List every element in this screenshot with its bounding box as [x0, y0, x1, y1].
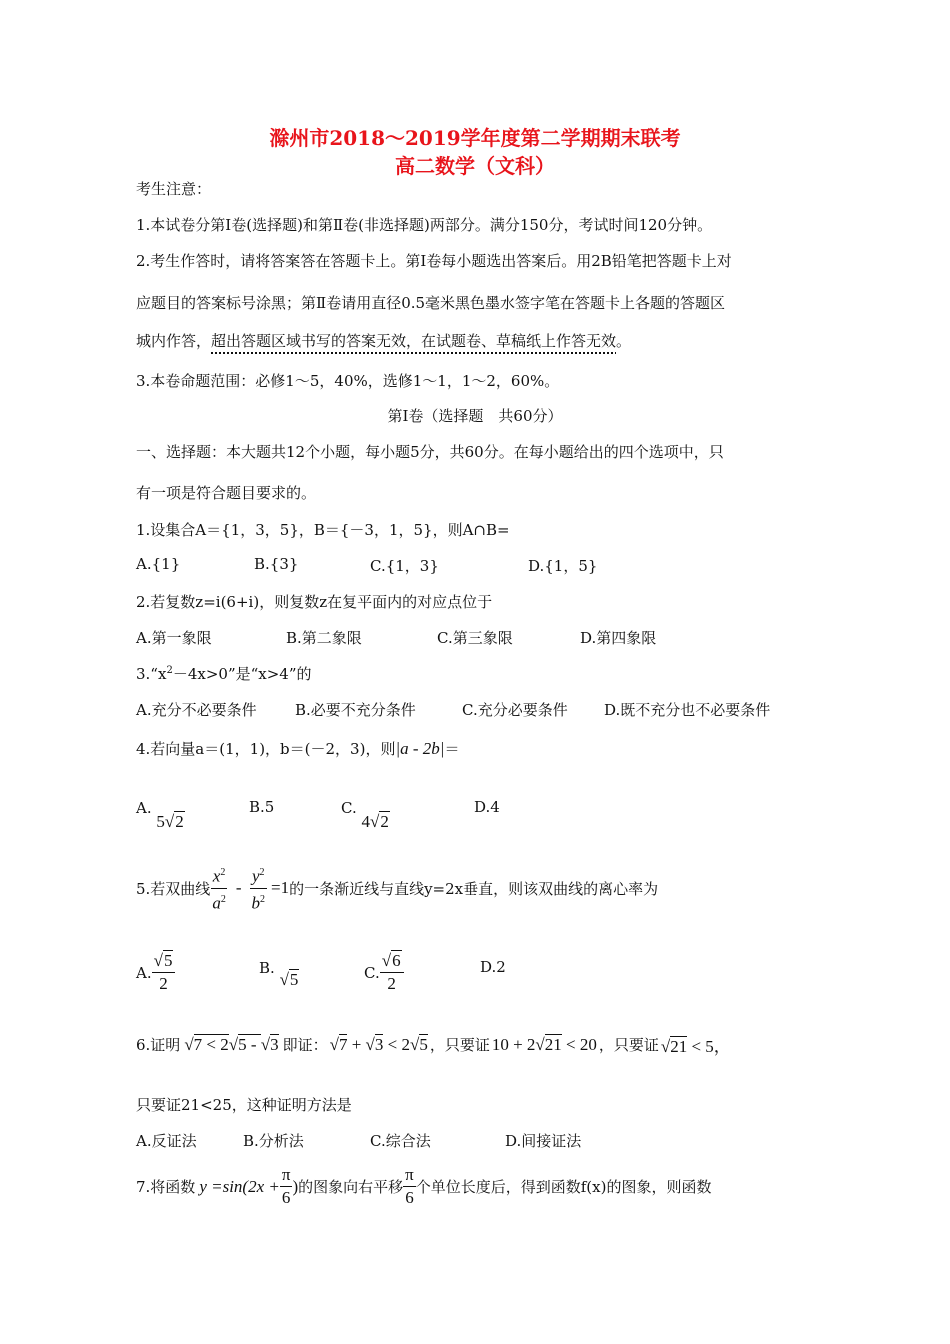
question-4-expression: |a - 2b| [395, 739, 445, 758]
question-6-stem [136, 1032, 731, 1057]
question-7-pi-2: π [403, 1164, 416, 1187]
question-5-option-c-label: C. [364, 963, 380, 982]
question-2-stem: 2.若复数z=i(6+i)，则复数z在复平面内的对应点位于 [136, 593, 493, 611]
question-7-post: 个单位长度后，得到函数f(x)的图象，则函数 [415, 1178, 712, 1196]
question-7-stem [136, 1164, 711, 1209]
question-5-a: a [212, 893, 221, 913]
question-7-six-2: 6 [405, 1188, 414, 1207]
question-1-stem: 1.设集合A＝{1，3，5}，B＝{－3，1，5}，则A∩B= [136, 521, 510, 539]
question-2-option-d: D.第四象限 [580, 629, 657, 647]
notice-heading: 考生注意： [136, 180, 212, 198]
question-5-option-c-value [380, 950, 404, 995]
question-6-option-d: D.间接证法 [505, 1132, 582, 1150]
question-6-option-c: C.综合法 [370, 1132, 431, 1150]
question-5-option-b-label: B. [259, 959, 275, 977]
sqrt-icon: √5 [153, 951, 173, 970]
question-3-option-c: C.充分必要条件 [462, 701, 568, 719]
question-3-stem [136, 663, 312, 684]
question-7-pi: π [280, 1164, 293, 1187]
question-4-stem-text: 4.若向量a＝(1，1)，b＝(－2，3)，则 [136, 740, 396, 758]
question-5-minus: - [235, 878, 242, 898]
sqrt-icon: √5 [279, 970, 299, 989]
question-1-option-d: D.{1，5} [528, 557, 598, 575]
question-6-expression-3: 10 + 2√21 < 20 [491, 1034, 597, 1054]
question-6-e1c: 3 [270, 1034, 279, 1054]
sqrt-icon: √2 [164, 812, 184, 831]
question-4-option-a-radicand: 2 [175, 812, 184, 831]
question-4-stem [136, 738, 459, 759]
question-4-option-c [341, 798, 390, 831]
question-7-fraction-1 [280, 1164, 293, 1209]
section-heading: 第Ⅰ卷（选择题 共60分） [387, 407, 563, 425]
question-4-option-a [136, 798, 185, 831]
section-intro-b: 有一项是符合题目要求的。 [136, 484, 317, 502]
question-5-option-a-radicand: 5 [163, 951, 173, 970]
question-5-option-c-den: 2 [387, 974, 396, 993]
question-3-stem-pre: 3.“x [136, 665, 167, 683]
question-5-b: b [251, 893, 260, 913]
notice-item-2a: 2.考生作答时，请将答案答在答题卡上。第Ⅰ卷每小题选出答案后。用2B铅笔把答题卡上对 [136, 252, 732, 270]
question-4-option-a-coef: 5 [156, 812, 165, 831]
question-3-option-b: B.必要不充分条件 [295, 701, 416, 719]
notice-item-2c-post: 。 [616, 332, 632, 350]
question-4-tail: ＝ [444, 740, 460, 758]
question-3-exponent: 2 [166, 665, 173, 676]
question-6-stem-pre: 6.证明 [136, 1036, 181, 1054]
question-4-option-b: B.5 [249, 798, 275, 816]
question-6-mid-2: ，只要证 [429, 1036, 490, 1054]
question-6-expression-1: √7 < 2√5 - √3 [184, 1034, 279, 1054]
question-5-fraction-x: $\frac{x^2}{a^2}$ [210, 862, 228, 914]
sqrt-icon: √6 [381, 951, 401, 970]
question-5-fraction-y: $\frac{y^2}{b^2}$ [249, 862, 267, 914]
question-7-close-paren: ) [292, 1176, 299, 1196]
question-6-option-b: B.分析法 [243, 1132, 304, 1150]
question-4-option-c-label: C. [341, 799, 357, 817]
question-4-option-c-radicand: 2 [380, 812, 389, 831]
notice-item-2c-emphasis: 超出答题区域书写的答案无效，在试题卷、草稿纸上作答无效 [211, 332, 617, 350]
question-5-option-c [364, 950, 404, 995]
question-3-stem-post: －4x>0”是“x>4”的 [172, 665, 312, 683]
question-6-e1: 7 < 2 [193, 1034, 229, 1054]
question-6-expression-2: √7 + √3 < 2√5 [329, 1034, 428, 1054]
question-7-six: 6 [281, 1188, 291, 1207]
question-6-mid-3: ，只要证 [598, 1036, 659, 1054]
notice-item-2c [136, 330, 631, 351]
question-5-equals-one: =1 [270, 878, 290, 898]
question-7-stem-pre: 7.将函数 [136, 1178, 196, 1196]
question-7-function: y =sin(2x + [199, 1176, 280, 1196]
question-5-option-a-label: A. [136, 963, 152, 982]
question-2-option-b: B.第二象限 [286, 629, 362, 647]
question-5-stem-pre: 5.若双曲线 [136, 879, 211, 898]
question-6-option-a: A.反证法 [136, 1132, 197, 1150]
question-3-option-d: D.既不充分也不必要条件 [604, 701, 771, 719]
question-5-stem-post: 的一条渐近线与直线y=2x垂直，则该双曲线的离心率为 [289, 879, 659, 898]
question-4-option-a-label: A. [136, 799, 152, 817]
question-4-option-d: D.4 [474, 798, 500, 816]
question-7-fraction-2 [403, 1164, 416, 1209]
question-4-option-c-coef: 4 [361, 812, 370, 831]
question-5-option-c-radicand: 6 [392, 951, 401, 970]
question-4-option-a-value [156, 812, 184, 831]
question-5-stem [136, 862, 658, 914]
question-1-option-a: A.{1} [136, 555, 181, 573]
question-6-mid-1: 即证： [282, 1036, 328, 1054]
notice-item-1: 1.本试卷分第Ⅰ卷(选择题)和第Ⅱ卷(非选择题)两部分。满分150分，考试时间120分钟。 [136, 216, 713, 234]
question-5-x: x [212, 866, 221, 886]
exam-title-line2: 高二数学（文科） [395, 154, 555, 178]
question-1-option-c: C.{1，3} [370, 557, 439, 575]
question-5-option-a [136, 950, 175, 995]
question-5-option-b-value [280, 970, 300, 989]
notice-item-3: 3.本卷命题范围：必修1～5，40%，选修1～1，1～2，60%。 [136, 372, 560, 390]
question-5-option-a-value [152, 950, 176, 995]
question-7-mid: 的图象向右平移 [298, 1178, 404, 1196]
question-1-option-b: B.{3} [254, 555, 299, 573]
question-2-option-a: A.第一象限 [136, 629, 212, 647]
question-6-e1b: 5 - [238, 1034, 261, 1054]
question-5-option-a-den: 2 [159, 974, 168, 993]
exam-title-line1: 滁州市2018～2019学年度第二学期期末联考 [269, 126, 681, 150]
section-intro-a: 一、选择题：本大题共12个小题，每小题5分，共60分。在每小题给出的四个选项中，只 [136, 443, 724, 461]
notice-item-2c-pre: 城内作答， [136, 332, 212, 350]
question-3-option-a: A.充分不必要条件 [136, 701, 257, 719]
question-4-option-c-value [362, 812, 390, 831]
question-5-option-b-radicand: 5 [289, 970, 299, 989]
sqrt-icon: √2 [370, 812, 389, 831]
question-2-option-c: C.第三象限 [437, 629, 513, 647]
question-5-option-d: D.2 [480, 958, 506, 976]
notice-item-2b: 应题目的答案标号涂黑；第Ⅱ卷请用直径0.5毫米黑色墨水签字笔在答题卡上各题的答题区 [136, 294, 726, 312]
question-6-line-2: 只要证21<25，这种证明方法是 [136, 1096, 352, 1114]
question-6-expression-4: √21 < 5， [660, 1037, 731, 1056]
question-5-option-b [259, 958, 299, 989]
question-5-y: y [251, 866, 260, 886]
